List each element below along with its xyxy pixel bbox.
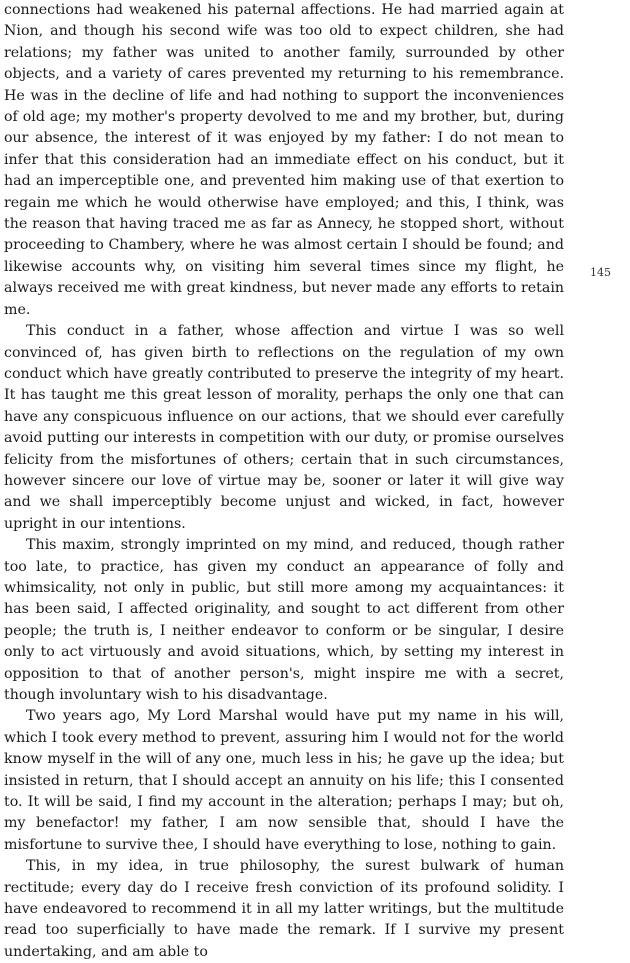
paragraph-3: This maxim, strongly imprinted on my mind, and reduced, though rather too late, to practice, has given my conduct an appearance of folly and whimsicality, not only in public, but still more among my acquaintances: it has been said, I affected originality, and sought to act different from other people; the truth is, I neither endeavor to conform or be singular, I desire only to act virtuously and avoid situations, which, by setting my interest in opposition to that of another person's, might inspire me with a secret, though involuntary wish to his disadvantage. (4, 537, 564, 703)
page-body (4, 0, 564, 963)
paragraph-1: connections had weakened his paternal affections. He had married again at Nion, and though his second wife was too old to expect children, she had relations; my father was united to another family, surrounded by other objects, and a variety of cares prevented my returning to his remembrance. He was in the decline of life and had nothing to support the inconveniences of old age; my mother's property devolved to me and my brother, but, during our absence, the interest of it was enjoyed by my father: I do not mean to infer that this consideration had an immediate effect on his conduct, but it had an imperceptible one, and prevented him making use of that exertion to regain me which he would otherwise have employed; and this, I think, was the reason that having traced me as far as Annecy, he stopped short, without proceeding to Chambery, where he was almost certain I should be found; and likewise accounts why, on visiting him several times since my flight, he always received me with great kindness, but never made any efforts to retain me. (4, 2, 564, 318)
paragraph-4: Two years ago, My Lord Marshal would have put my name in his will, which I took every method to prevent, assuring him I would not for the world know myself in the will of any one, much less in his; he gave up the idea; but insisted in return, that I should accept an annuity on his life; this I consented to. It will be said, I find my account in the alteration; perhaps I may; but oh, my benefactor! my father, I am now sensible that, should I have the misfortune to survive thee, I should have everything to lose, nothing to gain. (4, 708, 564, 853)
page-number: 145 (590, 266, 611, 279)
paragraph-2: This conduct in a father, whose affection and virtue I was so well convinced of, has given birth to reflections on the regulation of my own conduct which have greatly contributed to preserve the integrity of my heart. It has taught me this great lesson of morality, perhaps the only one that can have any conspicuous influence on our actions, that we should ever carefully avoid putting our interests in competition with our duty, or promise ourselves felicity from the misfortunes of others; certain that in such circumstances, however sincere our love of virtue may be, sooner or later it will give way and we shall imperceptibly become unjust and wicked, in fact, however upright in our intentions. (4, 323, 564, 532)
paragraph-5: This, in my idea, in true philosophy, the surest bulwark of human rectitude; every day do I receive fresh conviction of its profound solidity. I have endeavored to recommend it in all my latter writings, but the multitude read too superficially to have made the remark. If I survive my present undertaking, and am able to (4, 858, 564, 960)
